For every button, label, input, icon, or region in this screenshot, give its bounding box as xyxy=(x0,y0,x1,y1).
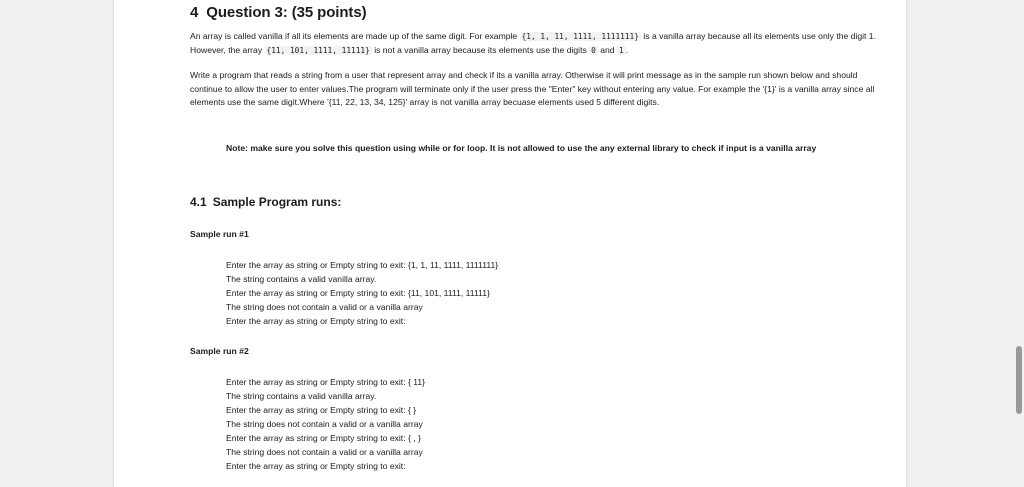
vertical-scrollbar-thumb[interactable] xyxy=(1016,346,1022,414)
section-heading xyxy=(190,4,366,21)
sample-run-2-heading: Sample run #2 xyxy=(190,346,249,356)
section-title: Question 3: (35 points) xyxy=(206,4,367,21)
run-line: Enter the array as string or Empty string to exit: { , } xyxy=(226,433,421,443)
intro-text-3: is not a vanilla array because its elements use the digits xyxy=(374,44,587,55)
digit-one-code: 1 xyxy=(618,45,624,55)
subsection-title: Sample Program runs: xyxy=(212,195,342,209)
intro-text-5: . xyxy=(625,44,629,55)
non-vanilla-example-code: {11, 101, 1111, 11111} xyxy=(266,45,370,55)
sample-run-1-output xyxy=(226,258,498,328)
document-page xyxy=(114,0,906,487)
subsection-number: 4.1 xyxy=(190,195,207,209)
section-number: 4 xyxy=(190,4,199,21)
sample-run-1-heading: Sample run #1 xyxy=(190,229,249,239)
sample-run-2-output xyxy=(226,375,425,473)
run-line: Enter the array as string or Empty string to exit: {1, 1, 11, 1111, 1111111} xyxy=(226,260,499,270)
run-line: Enter the array as string or Empty string to exit: { } xyxy=(226,405,417,415)
run-line: The string contains a valid vanilla array. xyxy=(226,274,377,284)
digit-zero-code: 0 xyxy=(591,45,596,55)
intro-text-2: is a vanilla array because all its elements use only the digit 1. However, the array xyxy=(190,31,876,55)
intro-text-4: and xyxy=(600,44,615,55)
run-line: Enter the array as string or Empty string to exit: xyxy=(226,316,406,326)
subsection-heading xyxy=(190,195,341,209)
intro-text-1: An array is called vanilla if all its elements are made up of the same digit. For example xyxy=(190,31,518,41)
note-block: Note: make sure you solve this question using while or for loop. It is not allowed to use the any external library to check if input is a vanilla array xyxy=(226,143,817,153)
vanilla-example-code: {1, 1, 11, 1111, 1111111} xyxy=(521,32,639,41)
run-line: Enter the array as string or Empty string to exit: {11, 101, 1111, 11111} xyxy=(226,288,490,298)
run-line: The string contains a valid vanilla array. xyxy=(226,391,377,401)
run-line: Enter the array as string or Empty string to exit: { 11} xyxy=(226,377,426,387)
run-line: The string does not contain a valid or a vanilla array xyxy=(226,447,423,457)
run-line: Enter the array as string or Empty string to exit: xyxy=(226,461,406,471)
run-line: The string does not contain a valid or a vanilla array xyxy=(226,302,423,312)
task-paragraph: Write a program that reads a string from a user that represent array and check if its a vanilla array. Otherwise it will print message as in the sample run shown below and should continue to allow the user to enter values.The program will terminate only if the user press the "Enter" key without entering any value. For example the '{1}' is a vanilla array since all elements use the same digit.Where '{11, 22, 13, 34, 125}' array is not vanilla array becuase elements used 5 different digits. xyxy=(190,70,875,108)
run-line: The string does not contain a valid or a vanilla array xyxy=(226,419,423,429)
intro-paragraph xyxy=(190,30,882,57)
